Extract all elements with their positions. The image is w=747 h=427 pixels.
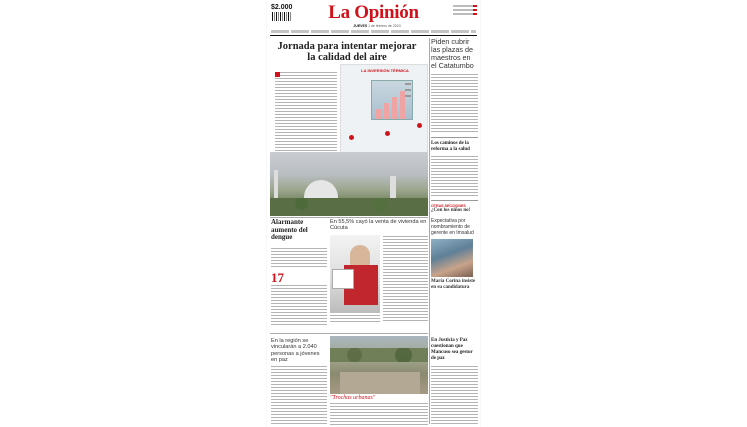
dengue-text bbox=[271, 248, 327, 268]
photo-person bbox=[350, 245, 370, 267]
headline-region[interactable]: En la región se vincularán a 2.040 personas a jóvenes en paz bbox=[271, 338, 320, 364]
price-label: $2.000 bbox=[271, 4, 293, 11]
dateline bbox=[307, 24, 447, 28]
headline-trochas[interactable]: "Trochas urbanas" bbox=[330, 395, 376, 401]
headline-vivienda[interactable]: En 55,5% cayó la venta de vivienda en Cúcuta bbox=[330, 219, 427, 232]
headline-maestros[interactable]: Piden cubrir las plazas de maestros en el Catatumbo bbox=[431, 37, 474, 70]
vivienda-text bbox=[383, 236, 428, 322]
headline-imsalud[interactable]: Expectativa por nombramiento de gerente en Imsalud bbox=[431, 218, 474, 236]
infographic-title: LA INVERSIÓN TÉRMICA bbox=[361, 68, 409, 73]
infographic-legend bbox=[405, 95, 411, 97]
maestros-text bbox=[431, 74, 478, 134]
dateline-day: JUEVES bbox=[353, 24, 368, 28]
headline-ninos[interactable]: ¿Con los niños no! bbox=[431, 208, 471, 213]
main-photo-city[interactable] bbox=[270, 152, 428, 216]
dropcap bbox=[275, 72, 280, 77]
infographic-legend bbox=[405, 89, 411, 91]
infographic-marker bbox=[417, 123, 422, 128]
dengue-stat: 17 bbox=[271, 270, 284, 285]
headline-justicia[interactable]: En Justicia y Paz cuestionan que Mancuso sea gestor de paz bbox=[431, 338, 473, 361]
subheader-info bbox=[271, 30, 476, 33]
infographic-bar bbox=[384, 103, 389, 119]
headline-dengue[interactable]: Alarmante aumento del dengue bbox=[271, 218, 308, 242]
infographic[interactable] bbox=[340, 64, 428, 159]
main-headline[interactable]: Jornada para intentar mejorar la calidad del aire bbox=[277, 41, 417, 63]
section-tag: OTRAS SECCIONES bbox=[431, 200, 478, 208]
photo-sign bbox=[332, 269, 354, 289]
header-rule bbox=[270, 35, 477, 36]
reforma-text bbox=[431, 156, 478, 196]
newspaper-front-page bbox=[267, 0, 480, 427]
photo-road bbox=[340, 372, 420, 394]
trochas-text bbox=[330, 403, 428, 425]
right-column bbox=[431, 38, 478, 291]
photo-trochas[interactable] bbox=[330, 336, 428, 394]
region-text bbox=[271, 366, 327, 424]
infographic-bar bbox=[376, 109, 381, 119]
infographic-marker bbox=[385, 131, 390, 136]
infographic-chart bbox=[371, 80, 413, 120]
infographic-bar bbox=[392, 97, 397, 119]
justicia-text bbox=[431, 366, 478, 424]
vivienda-caption bbox=[330, 315, 380, 323]
infographic-legend bbox=[405, 83, 411, 85]
photo-maria-corina[interactable] bbox=[431, 239, 473, 277]
dengue-text-more bbox=[271, 285, 327, 325]
photo-bushes bbox=[330, 348, 428, 362]
infographic-marker bbox=[349, 135, 354, 140]
masthead-logo[interactable]: La Opinión bbox=[328, 2, 419, 23]
photo-vivienda[interactable] bbox=[330, 235, 380, 313]
main-story-text bbox=[275, 72, 337, 152]
dateline-date: 1 de febrero de 2024 bbox=[368, 24, 401, 28]
photo-trees bbox=[270, 198, 428, 216]
headline-maria-corina[interactable]: María Corina insiste en su candidatura bbox=[431, 279, 476, 290]
section-rule bbox=[270, 333, 428, 334]
headline-reforma[interactable]: Los caminos de la reforma a la salud bbox=[431, 137, 478, 153]
masthead-index bbox=[453, 5, 477, 17]
column-rule bbox=[429, 38, 430, 424]
